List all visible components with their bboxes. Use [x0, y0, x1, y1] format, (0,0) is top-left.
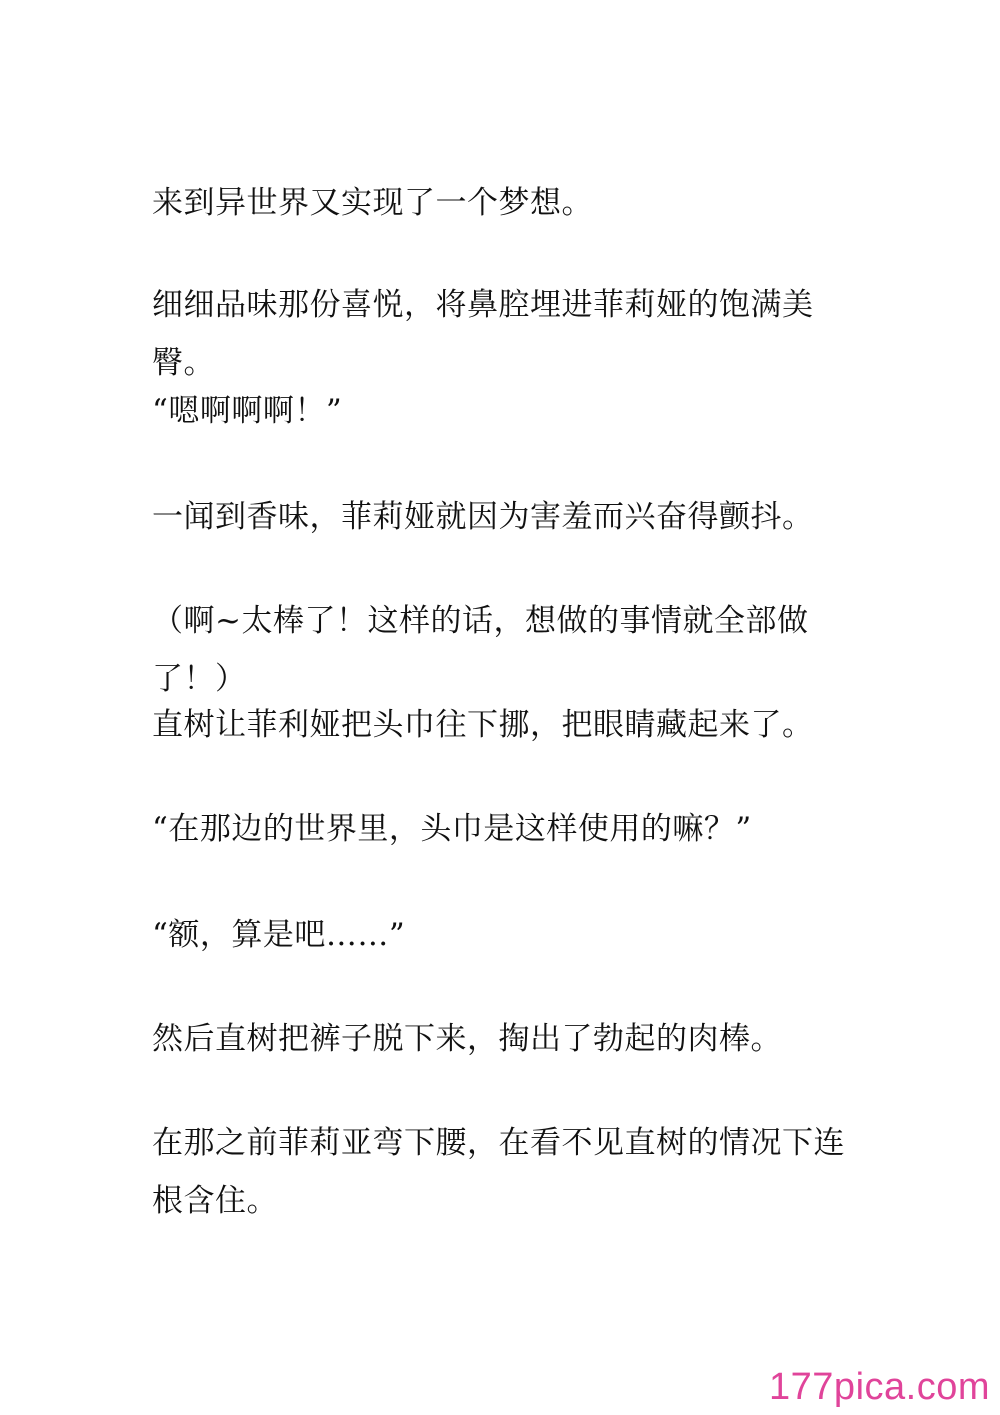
paragraph-3: “嗯啊啊啊！” [152, 393, 343, 429]
paragraph-4: 一闻到香味，菲莉娅就因为害羞而兴奋得颤抖。 [152, 499, 814, 535]
paragraph-10: 在那之前菲莉亚弯下腰，在看不见直树的情况下连根含住。 [152, 1125, 845, 1219]
paragraph-6: 直树让菲利娅把头巾往下挪，把眼睛藏起来了。 [152, 707, 814, 743]
paragraph-9: 然后直树把裤子脱下来，掏出了勃起的肉棒。 [152, 1021, 782, 1057]
site-watermark: 177pica.com [769, 1366, 990, 1408]
paragraph-8: “额，算是吧……” [152, 917, 406, 953]
paragraph-1: 来到异世界又实现了一个梦想。 [152, 185, 593, 221]
paragraph-2: 细细品味那份喜悦，将鼻腔埋进菲莉娅的饱满美臀。 [152, 287, 814, 381]
paragraph-5: （啊~太棒了！这样的话，想做的事情就全部做了！） [152, 603, 809, 697]
paragraph-7: “在那边的世界里，头巾是这样使用的嘛？” [152, 811, 752, 847]
